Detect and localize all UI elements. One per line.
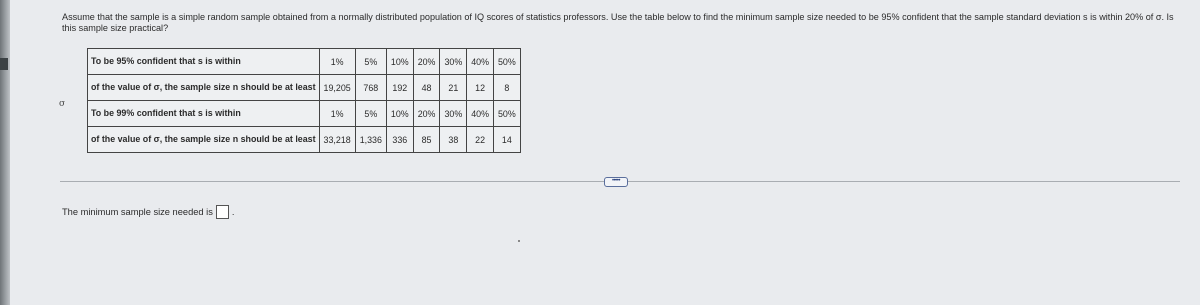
table-cell: 8 <box>493 75 520 101</box>
table-cell: 21 <box>440 75 467 101</box>
answer-prompt: The minimum sample size needed is <box>62 207 213 217</box>
edge-tab <box>0 58 8 70</box>
table-cell: 20% <box>413 101 440 127</box>
row-label: of the value of σ, the sample size n should be at least <box>88 75 320 101</box>
table-cell: 5% <box>355 49 386 75</box>
table-cell: 192 <box>386 75 413 101</box>
question-text: Assume that the sample is a simple random sample obtained from a normally distributed population of IQ scores of statistics professors. Use the table below to find the minimum sample size needed to be 95% confident that the sample standard deviation s is within 20% of σ. Is this sample size practical? <box>62 12 1174 33</box>
table-cell: 85 <box>413 127 440 153</box>
table-cell: 14 <box>493 127 520 153</box>
table-row <box>88 75 521 101</box>
table-cell: 768 <box>355 75 386 101</box>
row-label: To be 99% confident that s is within <box>88 101 320 127</box>
table-cell: 10% <box>386 49 413 75</box>
table-cell: 40% <box>467 101 494 127</box>
table-cell: 12 <box>467 75 494 101</box>
answer-input[interactable] <box>216 205 229 219</box>
table-cell: 40% <box>467 49 494 75</box>
table-cell: 1,336 <box>355 127 386 153</box>
table-row <box>88 127 521 153</box>
table-cell: 5% <box>355 101 386 127</box>
table-row <box>88 101 521 127</box>
table-cell: 38 <box>440 127 467 153</box>
table-cell: 20% <box>413 49 440 75</box>
answer-row <box>62 205 234 219</box>
table-cell: 336 <box>386 127 413 153</box>
table-cell: 30% <box>440 49 467 75</box>
table-cell: 30% <box>440 101 467 127</box>
row-label: of the value of σ, the sample size n should be at least <box>88 127 320 153</box>
row-label: To be 95% confident that s is within <box>88 49 320 75</box>
table-cell: 1% <box>319 49 355 75</box>
left-edge-strip <box>0 0 10 305</box>
sample-size-table <box>87 48 521 153</box>
table-cell: 33,218 <box>319 127 355 153</box>
table-cell: 22 <box>467 127 494 153</box>
table-row <box>88 49 521 75</box>
table-cell: 48 <box>413 75 440 101</box>
sigma-marker: σ <box>59 99 66 109</box>
table-cell: 50% <box>493 49 520 75</box>
table-cell: 10% <box>386 101 413 127</box>
answer-suffix: . <box>231 207 235 217</box>
stray-dot <box>518 240 520 242</box>
table-cell: 50% <box>493 101 520 127</box>
show-more-button[interactable]: ••••• <box>604 177 628 187</box>
table-cell: 19,205 <box>319 75 355 101</box>
table-cell: 1% <box>319 101 355 127</box>
